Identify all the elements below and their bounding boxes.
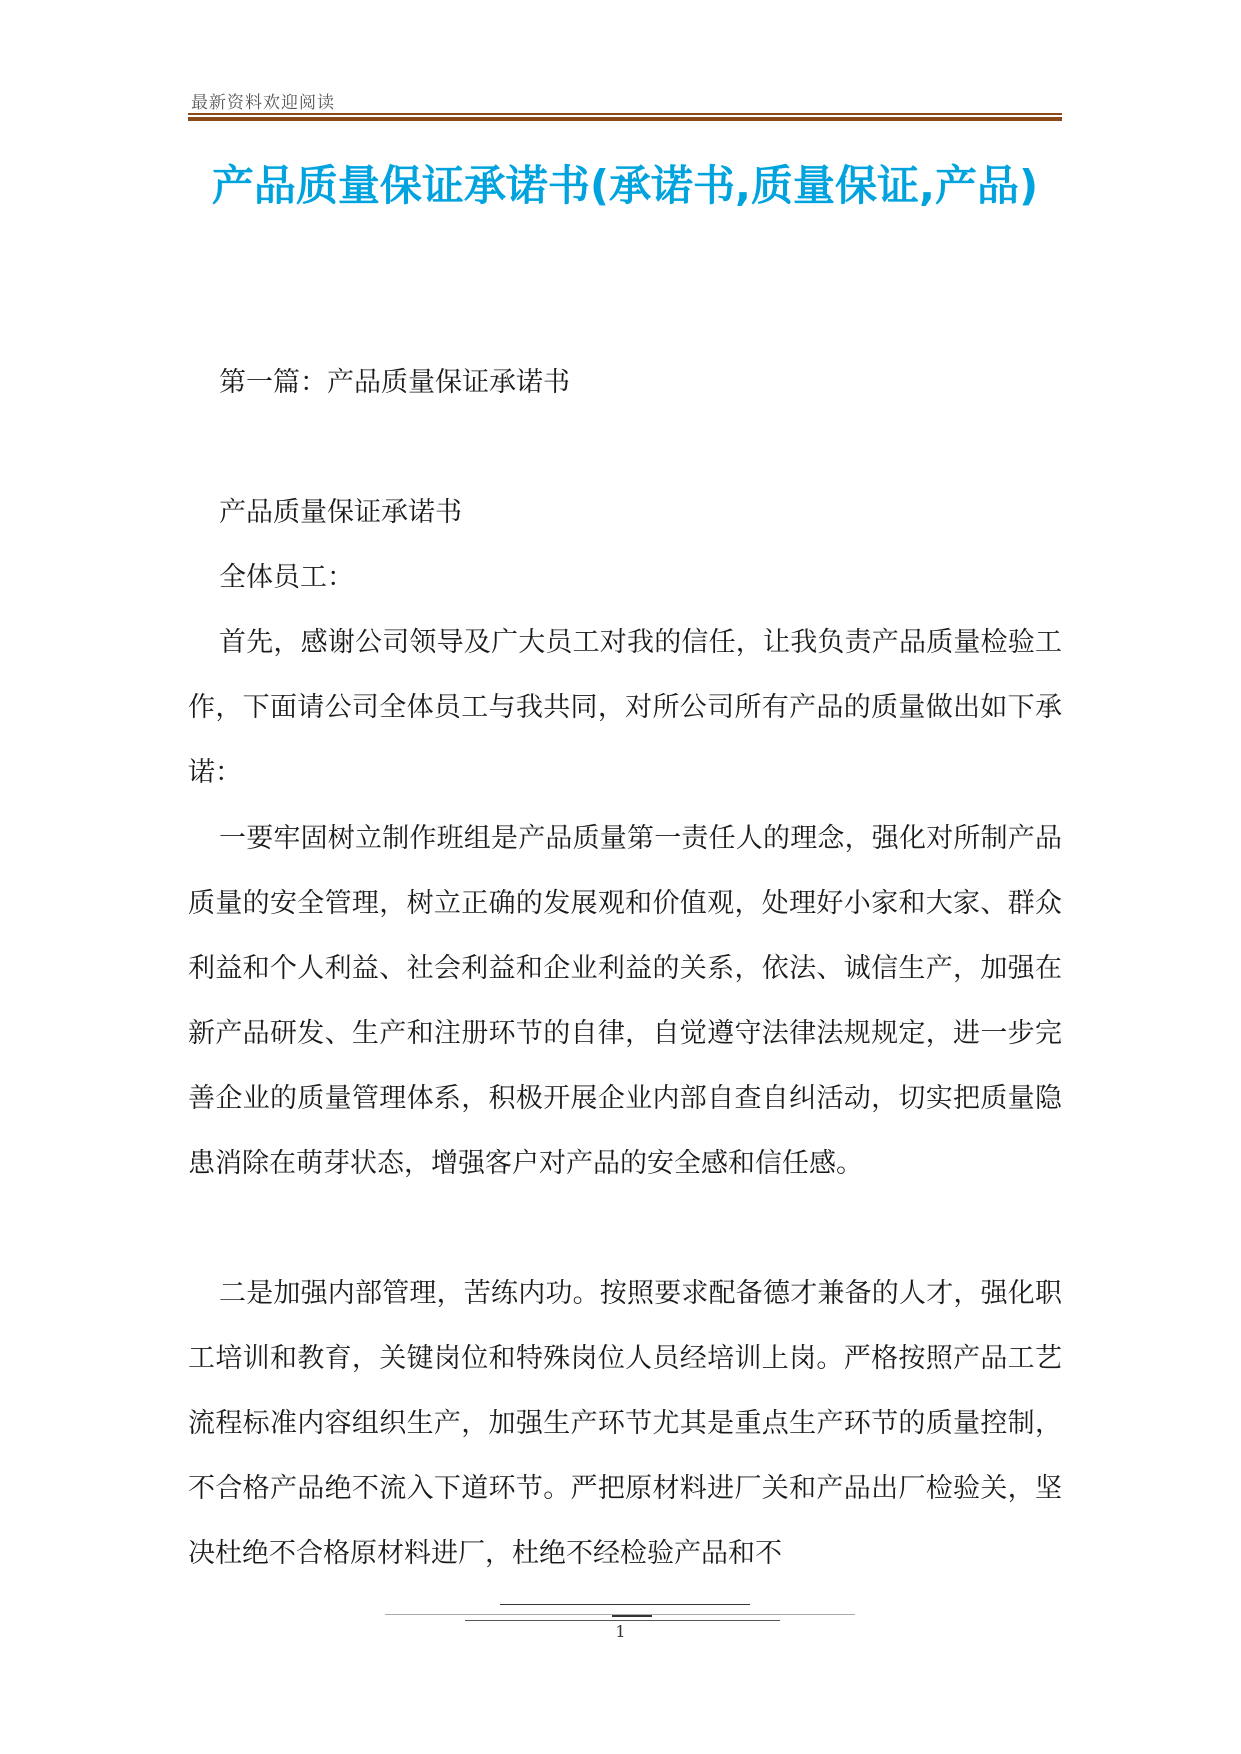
- header-rule: [188, 113, 1062, 115]
- page-number: 1: [615, 1622, 626, 1641]
- header-rule-thick: [188, 117, 1062, 121]
- document-title: 产品质量保证承诺书(承诺书,质量保证,产品): [211, 161, 1039, 210]
- paragraph: 二是加强内部管理，苦练内功。按照要求配备德才兼备的人才，强化职工培训和教育，关键岗位和特殊岗位人员经培训上岗。严格按照产品工艺流程标准内容组织生产，加强生产环节尤其是重点生产环节的质量控制，不合格产品绝不流入下道环节。严把原材料进厂关和产品出厂检验关，坚决杜绝不合格原材料进厂，杜绝不经检验产品和不: [188, 1278, 1062, 1569]
- addressee: 全体员工：: [219, 562, 354, 593]
- footer-rule: [612, 1615, 652, 1617]
- paragraph: 一要牢固树立制作班组是产品质量第一责任人的理念，强化对所制产品质量的安全管理，树立正确的发展观和价值观，处理好小家和大家、群众利益和个人利益、社会利益和企业利益的关系，依法、诚信生产，加强在新产品研发、生产和注册环节的自律，自觉遵守法律法规规定，进一步完善企业的质量管理体系，积极开展企业内部自查自纠活动，切实把质量隐患消除在萌芽状态，增强客户对产品的安全感和信任感。: [188, 823, 1062, 1179]
- sub-heading: 产品质量保证承诺书: [219, 497, 462, 528]
- footer-rule: [465, 1620, 780, 1621]
- paragraph: 首先，感谢公司领导及广大员工对我的信任，让我负责产品质量检验工作，下面请公司全体员工与我共同，对所公司所有产品的质量做出如下承诺：: [188, 627, 1062, 788]
- section-heading: 第一篇：产品质量保证承诺书: [219, 367, 570, 398]
- footer-rule: [500, 1604, 750, 1605]
- running-header: 最新资料欢迎阅读: [191, 93, 335, 113]
